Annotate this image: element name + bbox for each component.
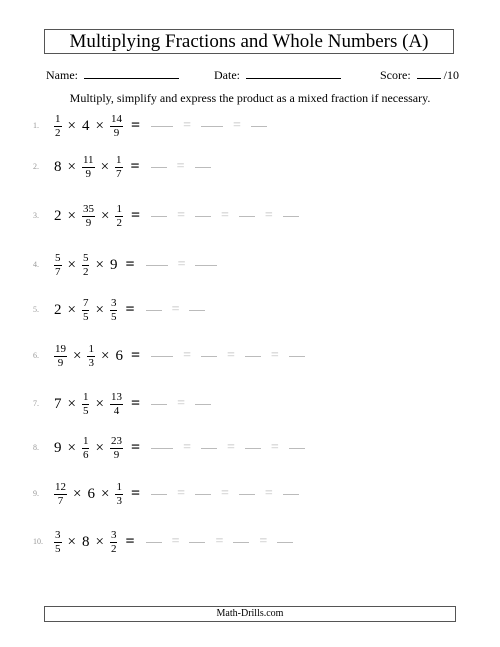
equals-sign: = [130, 395, 141, 412]
problem-row [0, 474, 500, 514]
times-sign: × [95, 117, 104, 134]
equals-sign: = [125, 301, 135, 318]
problem-row [0, 147, 500, 187]
fraction [82, 204, 95, 229]
denominator: 9 [85, 216, 92, 229]
answer-blank[interactable] [151, 216, 167, 217]
whole-number: 6 [87, 485, 95, 502]
numerator: 14 [110, 112, 122, 125]
answer-blank[interactable] [289, 356, 305, 357]
fraction [115, 204, 123, 229]
answer-equals-sign: = [232, 118, 241, 133]
fraction [54, 530, 62, 555]
score-label: Score: [380, 68, 411, 82]
answer-blank[interactable] [245, 448, 261, 449]
problem-row [0, 384, 500, 424]
answer-blank[interactable] [151, 126, 173, 127]
fraction [54, 344, 67, 369]
answer-equals-sign: = [259, 534, 268, 549]
problem-expression [53, 245, 220, 285]
score-total: /10 [443, 68, 459, 82]
name-field [46, 66, 179, 83]
times-sign: × [95, 439, 104, 456]
problem-number: 9. [33, 489, 39, 498]
fraction [54, 482, 67, 507]
problem-number: 8. [33, 443, 39, 452]
fraction [54, 253, 62, 278]
numerator: 13 [110, 390, 122, 403]
answer-blank[interactable] [189, 542, 205, 543]
answer-blank[interactable] [201, 126, 223, 127]
numerator: 5 [55, 251, 61, 264]
answer-equals-sign: = [264, 486, 273, 501]
problem-number: 5. [33, 305, 39, 314]
fraction [82, 155, 95, 180]
answer-blank[interactable] [289, 448, 305, 449]
answer-blank[interactable] [146, 310, 162, 311]
date-field [214, 66, 341, 83]
problem-number: 4. [33, 260, 39, 269]
answer-blank[interactable] [195, 265, 217, 266]
equals-sign: = [125, 256, 135, 273]
answer-equals-sign: = [171, 302, 180, 317]
answer-equals-sign: = [220, 486, 229, 501]
answer-equals-sign: = [177, 208, 185, 223]
answer-equals-sign: = [183, 118, 191, 133]
answer-blank[interactable] [245, 356, 261, 357]
fraction [110, 298, 118, 323]
answer-blank[interactable] [283, 216, 299, 217]
answer-equals-sign: = [177, 486, 185, 501]
whole-number: 2 [54, 301, 62, 318]
score-field [380, 66, 459, 83]
date-label: Date: [214, 68, 240, 82]
answer-blank[interactable] [151, 448, 173, 449]
answer-equals-sign: = [177, 257, 186, 272]
denominator: 7 [57, 494, 64, 507]
problem-row [0, 428, 500, 468]
footer: Math-Drills.com [44, 606, 456, 622]
numerator: 5 [82, 251, 89, 264]
answer-equals-sign: = [270, 348, 279, 363]
answer-blank[interactable] [251, 126, 267, 127]
answer-blank[interactable] [201, 448, 217, 449]
denominator: 3 [88, 356, 94, 369]
whole-number: 8 [54, 158, 62, 175]
denominator: 2 [116, 216, 122, 229]
equals-sign: = [130, 439, 141, 456]
times-sign: × [95, 395, 104, 412]
times-sign: × [100, 207, 110, 224]
times-sign: × [100, 158, 110, 175]
answer-equals-sign: = [177, 396, 185, 411]
answer-blank[interactable] [233, 542, 249, 543]
numerator: 35 [82, 202, 94, 215]
problem-expression [53, 474, 302, 514]
denominator: 5 [55, 542, 61, 555]
equals-sign: = [130, 485, 141, 502]
fraction [87, 344, 95, 369]
problem-row [0, 245, 500, 285]
answer-equals-sign: = [220, 208, 229, 223]
whole-number: 9 [109, 256, 118, 273]
denominator: 9 [113, 126, 120, 139]
problem-row [0, 290, 500, 330]
answer-blank[interactable] [151, 404, 167, 405]
answer-blank[interactable] [146, 542, 162, 543]
denominator: 2 [110, 542, 117, 555]
denominator: 9 [85, 167, 92, 180]
answer-equals-sign: = [270, 440, 279, 455]
numerator: 3 [110, 528, 117, 541]
denominator: 2 [82, 265, 89, 278]
answer-equals-sign: = [226, 348, 235, 363]
times-sign: × [100, 485, 110, 502]
whole-number: 4 [81, 117, 90, 134]
times-sign: × [67, 301, 76, 318]
answer-blank[interactable] [239, 494, 255, 495]
name-line[interactable] [84, 66, 179, 79]
problem-expression [53, 196, 302, 236]
times-sign: × [95, 301, 104, 318]
answer-blank[interactable] [151, 494, 167, 495]
answer-blank[interactable] [146, 265, 168, 266]
answer-blank[interactable] [151, 167, 167, 168]
denominator: 3 [116, 494, 122, 507]
problem-expression [53, 290, 208, 330]
problem-number: 7. [33, 399, 39, 408]
numerator: 19 [55, 342, 66, 355]
numerator: 23 [110, 434, 122, 447]
problem-row [0, 336, 500, 376]
answer-blank[interactable] [195, 494, 211, 495]
problem-expression [53, 384, 214, 424]
times-sign: × [73, 347, 82, 364]
fraction [82, 392, 90, 417]
whole-number: 6 [115, 347, 123, 364]
times-sign: × [67, 117, 76, 134]
times-sign: × [67, 533, 76, 550]
instructions: Multiply, simplify and express the product as a mixed fraction if necessary. [69, 91, 431, 105]
problem-number: 10. [33, 537, 43, 546]
fraction [82, 298, 90, 323]
numerator: 1 [116, 202, 122, 215]
denominator: 7 [55, 265, 61, 278]
times-sign: × [95, 533, 104, 550]
answer-blank[interactable] [201, 356, 217, 357]
answer-equals-sign: = [226, 440, 235, 455]
denominator: 5 [110, 310, 117, 323]
times-sign: × [73, 485, 82, 502]
whole-number: 2 [54, 207, 62, 224]
equals-sign: = [125, 533, 135, 550]
numerator: 1 [88, 342, 94, 355]
times-sign: × [95, 256, 104, 273]
problem-number: 6. [33, 351, 39, 360]
numerator: 7 [82, 296, 89, 309]
times-sign: × [67, 395, 76, 412]
answer-blank[interactable] [277, 542, 293, 543]
problem-number: 1. [33, 121, 39, 130]
numerator: 1 [116, 480, 122, 493]
problem-expression [53, 106, 270, 146]
answer-equals-sign: = [183, 348, 191, 363]
answer-blank[interactable] [151, 356, 173, 357]
name-label: Name: [46, 68, 78, 82]
denominator: 4 [113, 404, 120, 417]
numerator: 3 [55, 528, 61, 541]
fraction [115, 155, 123, 180]
problem-row [0, 106, 500, 146]
answer-equals-sign: = [215, 534, 224, 549]
answer-equals-sign: = [176, 159, 185, 174]
answer-equals-sign: = [183, 440, 191, 455]
numerator: 12 [55, 480, 66, 493]
answer-blank[interactable] [195, 216, 211, 217]
times-sign: × [67, 439, 76, 456]
denominator: 5 [82, 404, 89, 417]
fraction [110, 392, 123, 417]
fraction [110, 530, 118, 555]
answer-equals-sign: = [171, 534, 180, 549]
equals-sign: = [130, 347, 141, 364]
equals-sign: = [130, 207, 141, 224]
equals-sign: = [130, 117, 141, 134]
answer-blank[interactable] [283, 494, 299, 495]
problem-expression [53, 428, 308, 468]
problem-expression [53, 336, 308, 376]
denominator: 9 [57, 356, 64, 369]
date-line[interactable] [246, 66, 341, 79]
fraction [82, 436, 90, 461]
problem-expression [53, 522, 296, 562]
problem-row [0, 522, 500, 562]
denominator: 9 [113, 448, 120, 461]
numerator: 11 [82, 153, 94, 166]
header-fields [0, 66, 500, 84]
score-line[interactable] [417, 66, 441, 79]
whole-number: 9 [54, 439, 62, 456]
answer-blank[interactable] [195, 404, 211, 405]
numerator: 1 [82, 390, 89, 403]
whole-number: 8 [81, 533, 90, 550]
fraction [110, 114, 123, 139]
fraction [110, 436, 123, 461]
worksheet-title: Multiplying Fractions and Whole Numbers (A) [44, 29, 454, 54]
numerator: 1 [116, 153, 122, 166]
problem-number: 3. [33, 211, 39, 220]
times-sign: × [67, 158, 76, 175]
denominator: 2 [55, 126, 61, 139]
denominator: 5 [82, 310, 89, 323]
numerator: 1 [82, 434, 89, 447]
fraction [82, 253, 90, 278]
answer-equals-sign: = [264, 208, 273, 223]
numerator: 1 [55, 112, 61, 125]
problem-expression [53, 147, 214, 187]
answer-blank[interactable] [195, 167, 211, 168]
denominator: 7 [116, 167, 122, 180]
times-sign: × [67, 207, 76, 224]
numerator: 3 [110, 296, 117, 309]
answer-blank[interactable] [239, 216, 255, 217]
times-sign: × [67, 256, 76, 273]
problem-row [0, 196, 500, 236]
fraction [115, 482, 123, 507]
answer-blank[interactable] [189, 310, 205, 311]
problem-number: 2. [33, 162, 39, 171]
whole-number: 7 [54, 395, 62, 412]
fraction [54, 114, 62, 139]
equals-sign: = [130, 158, 140, 175]
denominator: 6 [82, 448, 89, 461]
times-sign: × [100, 347, 110, 364]
